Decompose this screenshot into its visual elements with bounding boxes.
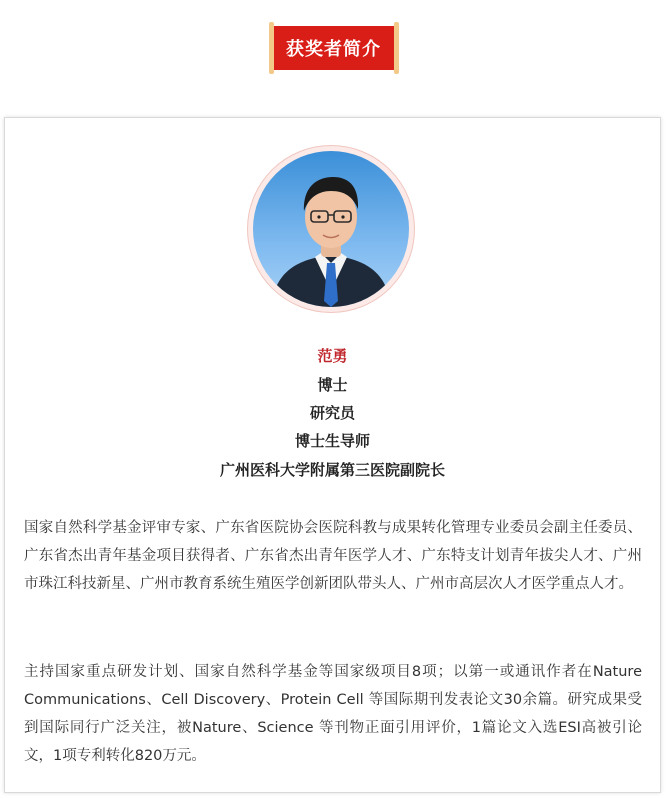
portrait-illustration	[253, 151, 409, 307]
person-degree: 博士	[317, 376, 348, 394]
portrait-frame	[247, 145, 415, 313]
banner-post-right	[394, 22, 399, 74]
person-rank: 研究员	[309, 404, 355, 422]
banner-plaque	[269, 22, 399, 74]
bio-paragraph-research: 主持国家重点研发计划、国家自然科学基金等国家级项目8项；以第一或通讯作者在Nature Communications、Cell Discovery、Protein Cell 等国际期刊发表论文30余篇。研究成果受到国际同行广泛关注，被Nature、Science 等刊物正面引用评价，1篇论文入选ESI高被引论文，1项专利转化820万元。	[24, 664, 642, 764]
banner-title: 获奖者简介	[274, 26, 394, 70]
person-supervisor-role: 博士生导师	[294, 432, 370, 450]
bio-paragraph-honors: 国家自然科学基金评审专家、广东省医院协会医院科教与成果转化管理专业委员会副主任委员、广东省杰出青年基金项目获得者、广东省杰出青年医学人才、广东特支计划青年拔尖人才、广州市珠江科技新星、广州市教育系统生殖医学创新团队带头人、广州市高层次人才医学重点人才。	[24, 520, 642, 592]
portrait-photo	[253, 151, 409, 307]
profile-card	[4, 117, 661, 793]
section-banner	[0, 22, 667, 74]
person-name: 范勇	[317, 347, 348, 365]
person-position: 广州医科大学附属第三医院副院长	[219, 461, 445, 479]
